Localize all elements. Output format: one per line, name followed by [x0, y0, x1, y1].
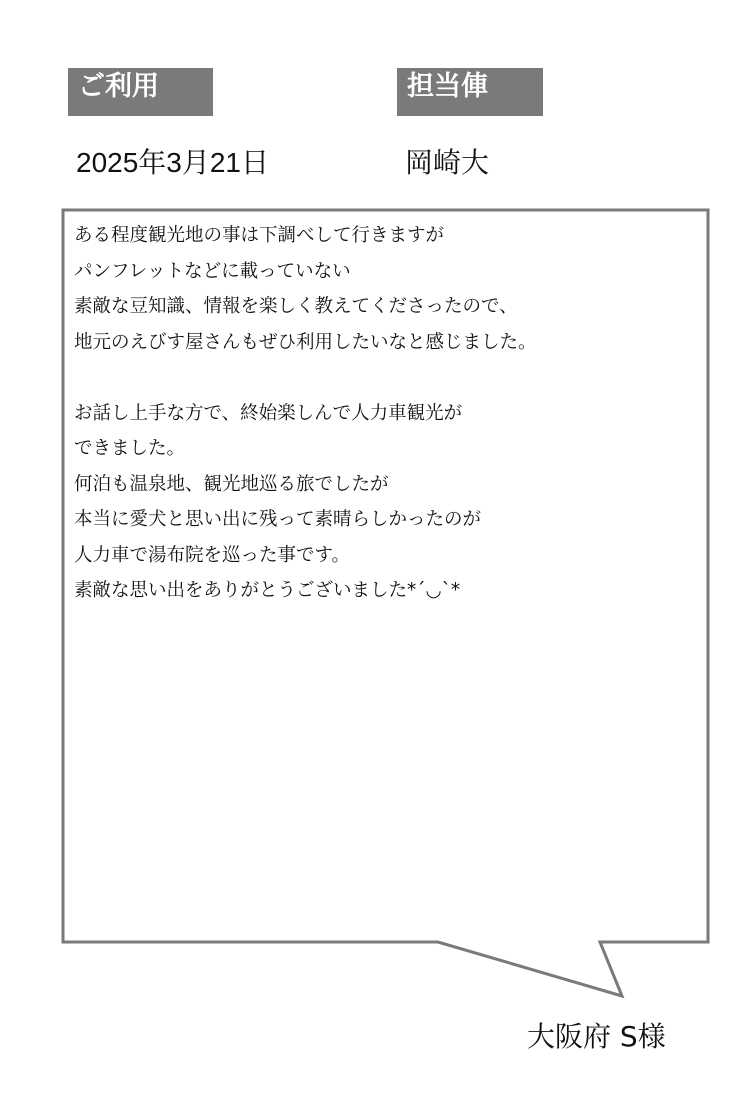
- comment-line: できました。: [74, 438, 186, 459]
- comment-line: [74, 360, 694, 396]
- comment-line: 素敵な豆知識、情報を楽しく教えてくださったので、: [74, 296, 518, 317]
- comment-line: お話し上手な方で、終始楽しんで人力車観光が: [74, 402, 463, 424]
- comment-line: 人力車で湯布院を巡った事です。: [74, 544, 351, 566]
- staff-name-value: 岡崎大: [405, 147, 490, 178]
- comment-line: 地元のえびす屋さんもぜひ利用したいなと感じました。: [74, 331, 537, 353]
- comment-line: 素敵な思い出をありがとうございました*´◡`*: [74, 580, 461, 601]
- customer-comment: [74, 218, 694, 609]
- usage-date-value: 2025年3月21日: [76, 147, 270, 178]
- usage-date-label: ご利用: [68, 68, 213, 116]
- comment-line: パンフレットなどに載っていない: [74, 260, 351, 282]
- customer-name: 大阪府 S様: [527, 1020, 666, 1053]
- staff-label: 担当俥: [397, 68, 543, 116]
- comment-line: 本当に愛犬と思い出に残って素晴らしかったのが: [74, 509, 482, 530]
- comment-line: ある程度観光地の事は下調べして行きますが: [74, 225, 445, 246]
- comment-line: 何泊も温泉地、観光地巡る旅でしたが: [74, 473, 389, 495]
